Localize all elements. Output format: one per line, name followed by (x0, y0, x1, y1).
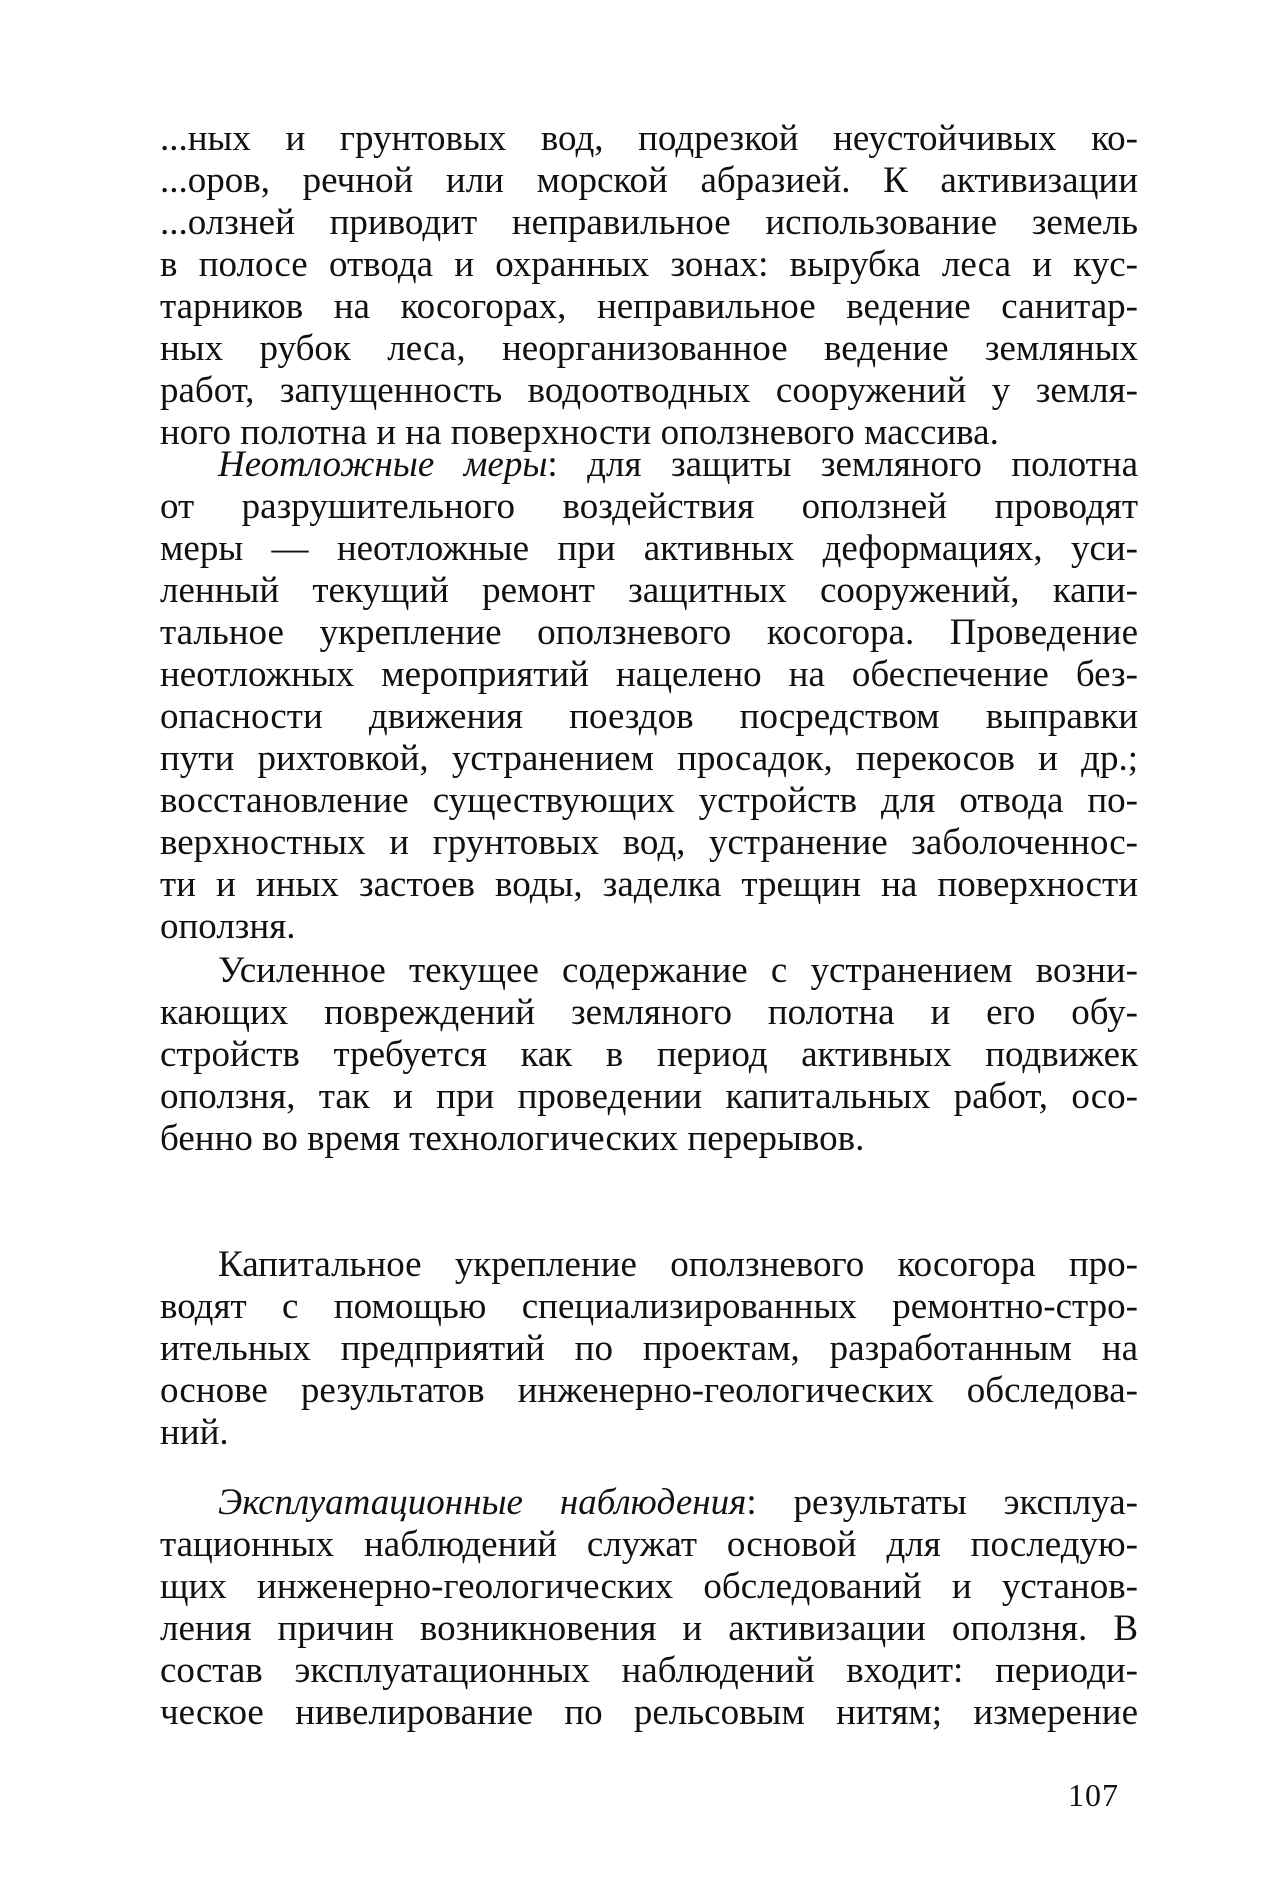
text-line: кающих повреждений земляного полотна и его обу- (160, 992, 1138, 1033)
text-line: меры — неотложные при активных деформациях, уси- (160, 528, 1138, 569)
text-line: водят с помощью специализированных ремонтно-стро- (160, 1286, 1138, 1327)
text-line: Усиленное текущее содержание с устранением возни- (218, 950, 1138, 991)
text-line: опасности движения поездов посредством выправки (160, 696, 1138, 737)
italic-term: Эксплуатационные наблюдения (218, 1482, 747, 1523)
text-line: ительных предприятий по проектам, разработанным на (160, 1328, 1138, 1369)
text-line: работ, запущенность водоотводных сооружений у земля- (160, 370, 1138, 411)
text-line: тационных наблюдений служат основой для последую- (160, 1524, 1138, 1565)
text-line: в полосе отвода и охранных зонах: вырубка леса и кус- (160, 244, 1138, 285)
italic-term: Неотложные меры (218, 444, 548, 485)
text-line: бенно во время технологических перерывов. (160, 1118, 865, 1159)
text-line: ных рубок леса, неорганизованное ведение земляных (160, 328, 1138, 369)
text-line: оползня. (160, 906, 296, 947)
paragraph-3 (160, 950, 1138, 1160)
text-line: ...ных и грунтовых вод, подрезкой неустойчивых ко- (160, 118, 1138, 159)
paragraph-5 (160, 1482, 1138, 1734)
text-line: ления причин возникновения и активизации оползня. В (160, 1608, 1138, 1649)
text-line: от разрушительного воздействия оползней проводят (160, 486, 1138, 527)
text-line: восстановление существующих устройств для отвода по- (160, 780, 1138, 821)
paragraph-1 (160, 118, 1138, 454)
text-line (160, 444, 1138, 486)
text-line: ...оров, речной или морской абразией. К активизации (160, 160, 1138, 201)
text-line: ного полотна и на поверхности оползневого массива. (160, 412, 999, 453)
text-line: ний. (160, 1412, 229, 1453)
text-line: ...олзней приводит неправильное использование земель (160, 202, 1138, 243)
text-line: ческое нивелирование по рельсовым нитям; измерение (160, 1692, 1138, 1733)
text-line-rest: : для защиты земляного полотна (547, 444, 1138, 485)
text-line: оползня, так и при проведении капитальных работ, осо- (160, 1076, 1138, 1117)
page-number: 107 (1068, 1777, 1119, 1813)
text-line: пути рихтовкой, устранением просадок, перекосов и др.; (160, 738, 1138, 779)
paragraph-4 (160, 1244, 1138, 1454)
text-line: Капитальное укрепление оползневого косогора про- (218, 1244, 1138, 1285)
paragraph-2 (160, 444, 1138, 948)
text-line-rest: : результаты эксплуа- (746, 1482, 1138, 1523)
text-line: неотложных мероприятий нацелено на обеспечение без- (160, 654, 1138, 695)
text-line: ленный текущий ремонт защитных сооружений, капи- (160, 570, 1138, 611)
text-line: щих инженерно-геологических обследований и установ- (160, 1566, 1138, 1607)
text-line: тарников на косогорах, неправильное ведение санитар- (160, 286, 1138, 327)
text-line: состав эксплуатационных наблюдений входит: периоди- (160, 1650, 1138, 1691)
text-line (160, 1482, 1138, 1524)
text-line: верхностных и грунтовых вод, устранение заболоченнос- (160, 822, 1138, 863)
text-line: тальное укрепление оползневого косогора. Проведение (160, 612, 1138, 653)
text-line: стройств требуется как в период активных подвижек (160, 1034, 1138, 1075)
text-line: основе результатов инженерно-геологических обследова- (160, 1370, 1138, 1411)
text-line: ти и иных застоев воды, заделка трещин на поверхности (160, 864, 1138, 905)
